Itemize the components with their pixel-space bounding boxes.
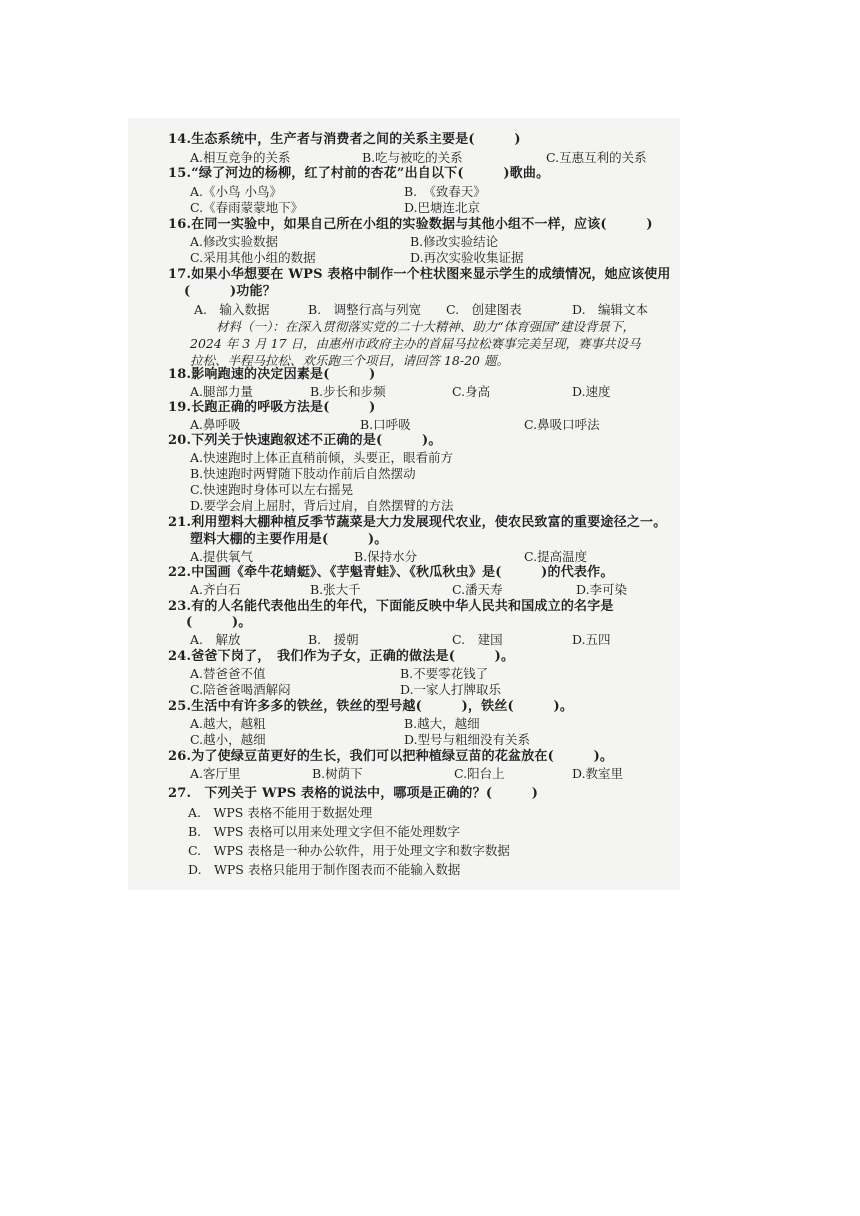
material-line-3: 拉松、半程马拉松、欢乐跑三个项目，请回答 18-20 题。	[190, 353, 509, 368]
question-16-option-b: B.修改实验结论	[410, 234, 499, 249]
question-19-option-c: C.鼻吸口呼法	[524, 417, 600, 432]
question-21-stem-cont: 塑料大棚的主要作用是( )。	[190, 532, 388, 547]
question-14-option-b: B.吃与被吃的关系	[362, 150, 463, 165]
material-line-2: 2024 年 3 月 17 日，由惠州市政府主办的首届马拉松赛事完美呈现，赛事共设马	[190, 336, 641, 351]
question-27-option-d: D. WPS 表格只能用于制作图表而不能输入数据	[188, 862, 461, 877]
question-25-stem: 25.生活中有许多多的铁丝，铁丝的型号越( )，铁丝( )。	[168, 699, 574, 714]
question-26-option-a: A.客厅里	[190, 766, 241, 781]
question-16-stem: 16.在同一实验中，如果自己所在小组的实验数据与其他小组不一样，应该( )	[168, 217, 653, 232]
question-19-option-a: A.鼻呼吸	[190, 417, 241, 432]
question-16-option-a: A.修改实验数据	[190, 234, 279, 249]
question-24-stem: 24.爸爸下岗了， 我们作为子女，正确的做法是( )。	[168, 649, 515, 664]
question-16-option-c: C.采用其他小组的数据	[190, 250, 316, 265]
question-19-option-b: B.口呼吸	[360, 417, 411, 432]
question-27-stem: 27. 下列关于 WPS 表格的说法中，哪项是正确的？( )	[168, 786, 539, 801]
question-20-option-b: B.快速跑时两臂随下肢动作前后自然摆动	[190, 466, 416, 481]
question-20-option-d: D.要学会肩上屈肘，背后过肩，自然摆臂的方法	[190, 498, 454, 513]
question-17-stem-cont: ( )功能？	[184, 284, 276, 299]
question-21-option-a: A.提供氧气	[190, 549, 254, 564]
question-23-stem-cont: ( )。	[186, 615, 252, 630]
question-23-option-a: A. 解放	[190, 632, 241, 647]
material-line-1: 材料（一）：在深入贯彻落实党的二十大精神、助力“体育强国”建设背景下，	[216, 319, 636, 334]
question-18-option-b: B.步长和步频	[310, 384, 386, 399]
question-21-option-c: C.提高温度	[524, 549, 588, 564]
question-14-option-c: C.互惠互利的关系	[546, 150, 647, 165]
question-18-option-c: C.身高	[452, 384, 491, 399]
question-27-option-b: B. WPS 表格可以用来处理文字但不能处理数字	[188, 824, 460, 839]
question-26-stem: 26.为了使绿豆苗更好的生长，我们可以把种植绿豆苗的花盆放在( )。	[168, 749, 614, 764]
question-17-stem: 17.如果小华想要在 WPS 表格中制作一个柱状图来显示学生的成绩情况，她应该使用	[168, 267, 671, 282]
question-15-option-c: C.《春雨蒙蒙地下》	[190, 200, 304, 215]
question-23-option-c: C. 建国	[452, 632, 503, 647]
question-15-option-d: D.巴塘连北京	[404, 200, 481, 215]
question-21-option-b: B.保持水分	[354, 549, 418, 564]
question-25-option-d: D.型号与粗细没有关系	[404, 732, 531, 747]
question-24-option-b: B.不要零花钱了	[400, 666, 489, 681]
question-18-stem: 18.影响跑速的决定因素是( )	[168, 367, 376, 382]
question-15-option-b: B. 《致春天》	[404, 184, 486, 199]
question-20-option-c: C.快速跑时身体可以左右摇晃	[190, 482, 354, 497]
question-22-option-a: A.齐白石	[190, 582, 241, 597]
question-24-option-d: D.一家人打牌取乐	[400, 682, 502, 697]
question-26-option-d: D.教室里	[572, 766, 624, 781]
question-22-option-c: C.潘天寿	[452, 582, 503, 597]
question-21-stem: 21.利用塑料大棚种植反季节蔬菜是大力发展现代农业，使农民致富的重要途径之一。	[168, 515, 667, 530]
question-25-option-a: A.越大，越粗	[190, 716, 266, 731]
question-15-option-a: A.《小鸟 小鸟》	[190, 184, 282, 199]
question-18-option-d: D.速度	[572, 384, 611, 399]
question-25-option-b: B.越大，越细	[404, 716, 480, 731]
question-22-stem: 22.中国画《牵牛花蜻蜓》、《芋魁青蛙》、《秋瓜秋虫》是( )的代表作。	[168, 565, 614, 580]
question-26-option-b: B.树荫下	[312, 766, 363, 781]
question-26-option-c: C.阳台上	[454, 766, 505, 781]
question-24-option-c: C.陪爸爸喝酒解闷	[190, 682, 291, 697]
question-17-option-c: C. 创建图表	[446, 302, 522, 317]
question-14-stem: 14.生态系统中，生产者与消费者之间的关系主要是( )	[168, 132, 521, 147]
question-18-option-a: A.腿部力量	[190, 384, 254, 399]
question-20-option-a: A.快速跑时上体正直稍前倾，头要正，眼看前方	[190, 450, 454, 465]
question-22-option-b: B.张大千	[310, 582, 361, 597]
question-15-stem: 15.“绿了河边的杨柳，红了村前的杏花”出自以下( )歌曲。	[168, 166, 550, 181]
question-23-option-d: D.五四	[572, 632, 611, 647]
question-23-option-b: B. 援朝	[308, 632, 359, 647]
question-25-option-c: C.越小，越细	[190, 732, 266, 747]
question-17-option-d: D. 编辑文本	[572, 302, 649, 317]
question-17-option-a: A. 输入数据	[194, 302, 270, 317]
question-27-option-c: C. WPS 表格是一种办公软件，用于处理文字和数字数据	[188, 843, 510, 858]
question-17-option-b: B. 调整行高与列宽	[308, 302, 422, 317]
question-14-option-a: A.相互竞争的关系	[190, 150, 291, 165]
question-23-stem: 23.有的人名能代表他出生的年代，下面能反映中华人民共和国成立的名字是	[168, 599, 614, 614]
question-20-stem: 20.下列关于快速跑叙述不正确的是( )。	[168, 433, 442, 448]
question-16-option-d: D.再次实验收集证据	[410, 250, 524, 265]
question-22-option-d: D.李可染	[576, 582, 628, 597]
question-27-option-a: A. WPS 表格不能用于数据处理	[188, 805, 373, 820]
question-24-option-a: A.替爸爸不值	[190, 666, 266, 681]
question-19-stem: 19.长跑正确的呼吸方法是( )	[168, 400, 376, 415]
